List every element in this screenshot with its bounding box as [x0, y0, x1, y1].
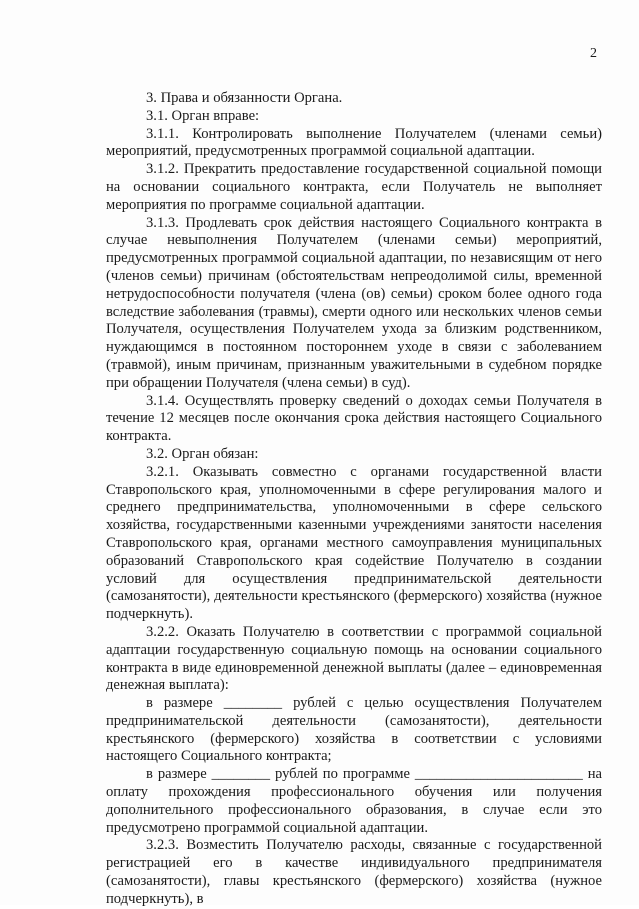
section-heading: 3. Права и обязанности Органа.: [146, 90, 343, 106]
paragraph-3-2-2: 3.2.2. Оказать Получателю в соответствии с программой социальной адаптации государственную социальную помощь на основании социального контракта в виде единовременной денежной выплаты (далее – единовременная денежная выплата):: [106, 623, 602, 694]
paragraph-3-1-3: 3.1.3. Продлевать срок действия настоящего Социального контракта в случае невыполнения Получателем (членами семьи) мероприятий, предусмотренных программой социальной адаптации, по независящим от него (членов семьи) причинам (обстоятельствам непреодолимой силы, временной нетрудоспособности получателя (члена (ов) семьи) сроком более одного года вследствие заболевания (травмы), смерти одного или нескольких членов семьи Получателя, осуществления Получателем ухода за близким родственником, нуждающимся в постоянном постороннем уходе в связи с заболеванием (травмой), иным причинам, признанным уважительными в судебном порядке при обращении Получателя (члена семьи) в суд).: [106, 214, 602, 391]
payment-line-entrepreneurship: в размере ________ рублей с целью осуществления Получателем предпринимательской деятельности (самозанятости), деятельности крестьянского (фермерского) хозяйства в соответствии с условиями настоящего Социального контракта;: [106, 695, 602, 765]
paragraph-3-1: 3.1. Орган вправе:: [146, 107, 260, 124]
paragraph-3-1-2: 3.1.2. Прекратить предоставление государственной социальной помощи на основании социального контракта, если Получатель не выполняет мероприятия по программе социальной адаптации.: [106, 161, 602, 213]
paragraph-3-2-3: 3.2.3. Возместить Получателю расходы, связанные с государственной регистрацией его в качестве индивидуального предпринимателя (самозанятости), главы крестьянского (фермерского) хозяйства (нужное подчеркнуть), в: [106, 837, 602, 907]
page-number: 2: [590, 46, 597, 61]
document-body: [106, 90, 602, 909]
payment-line-training: в размере ________ рублей по программе _______________________ на оплату прохождения профессионального обучения или получения дополнительного профессионального образования, в случае если это предусмотрено программой социальной адаптации.: [106, 766, 602, 836]
paragraph-3-2: 3.2. Орган обязан:: [146, 445, 259, 462]
paragraph-3-1-1: 3.1.1. Контролировать выполнение Получателем (членами семьи) мероприятий, предусмотренных программой социальной адаптации.: [106, 125, 602, 160]
paragraph-3-1-4: 3.1.4. Осуществлять проверку сведений о доходах семьи Получателя в течение 12 месяцев после окончания срока действия настоящего Социального контракта.: [106, 392, 602, 445]
paragraph-3-2-1: 3.2.1. Оказывать совместно с органами государственной власти Ставропольского края, уполномоченными в сфере регулирования малого и среднего предпринимательства, уполномоченными в сфере сельского хозяйства, государственными казенными учреждениями занятости населения Ставропольского края, органами местного самоуправления муниципальных образований Ставропольского края содействие Получателю в создании условий для осуществления предпринимательской деятельности (самозанятости), деятельности крестьянского (фермерского) хозяйства (нужное подчеркнуть).: [106, 463, 602, 623]
